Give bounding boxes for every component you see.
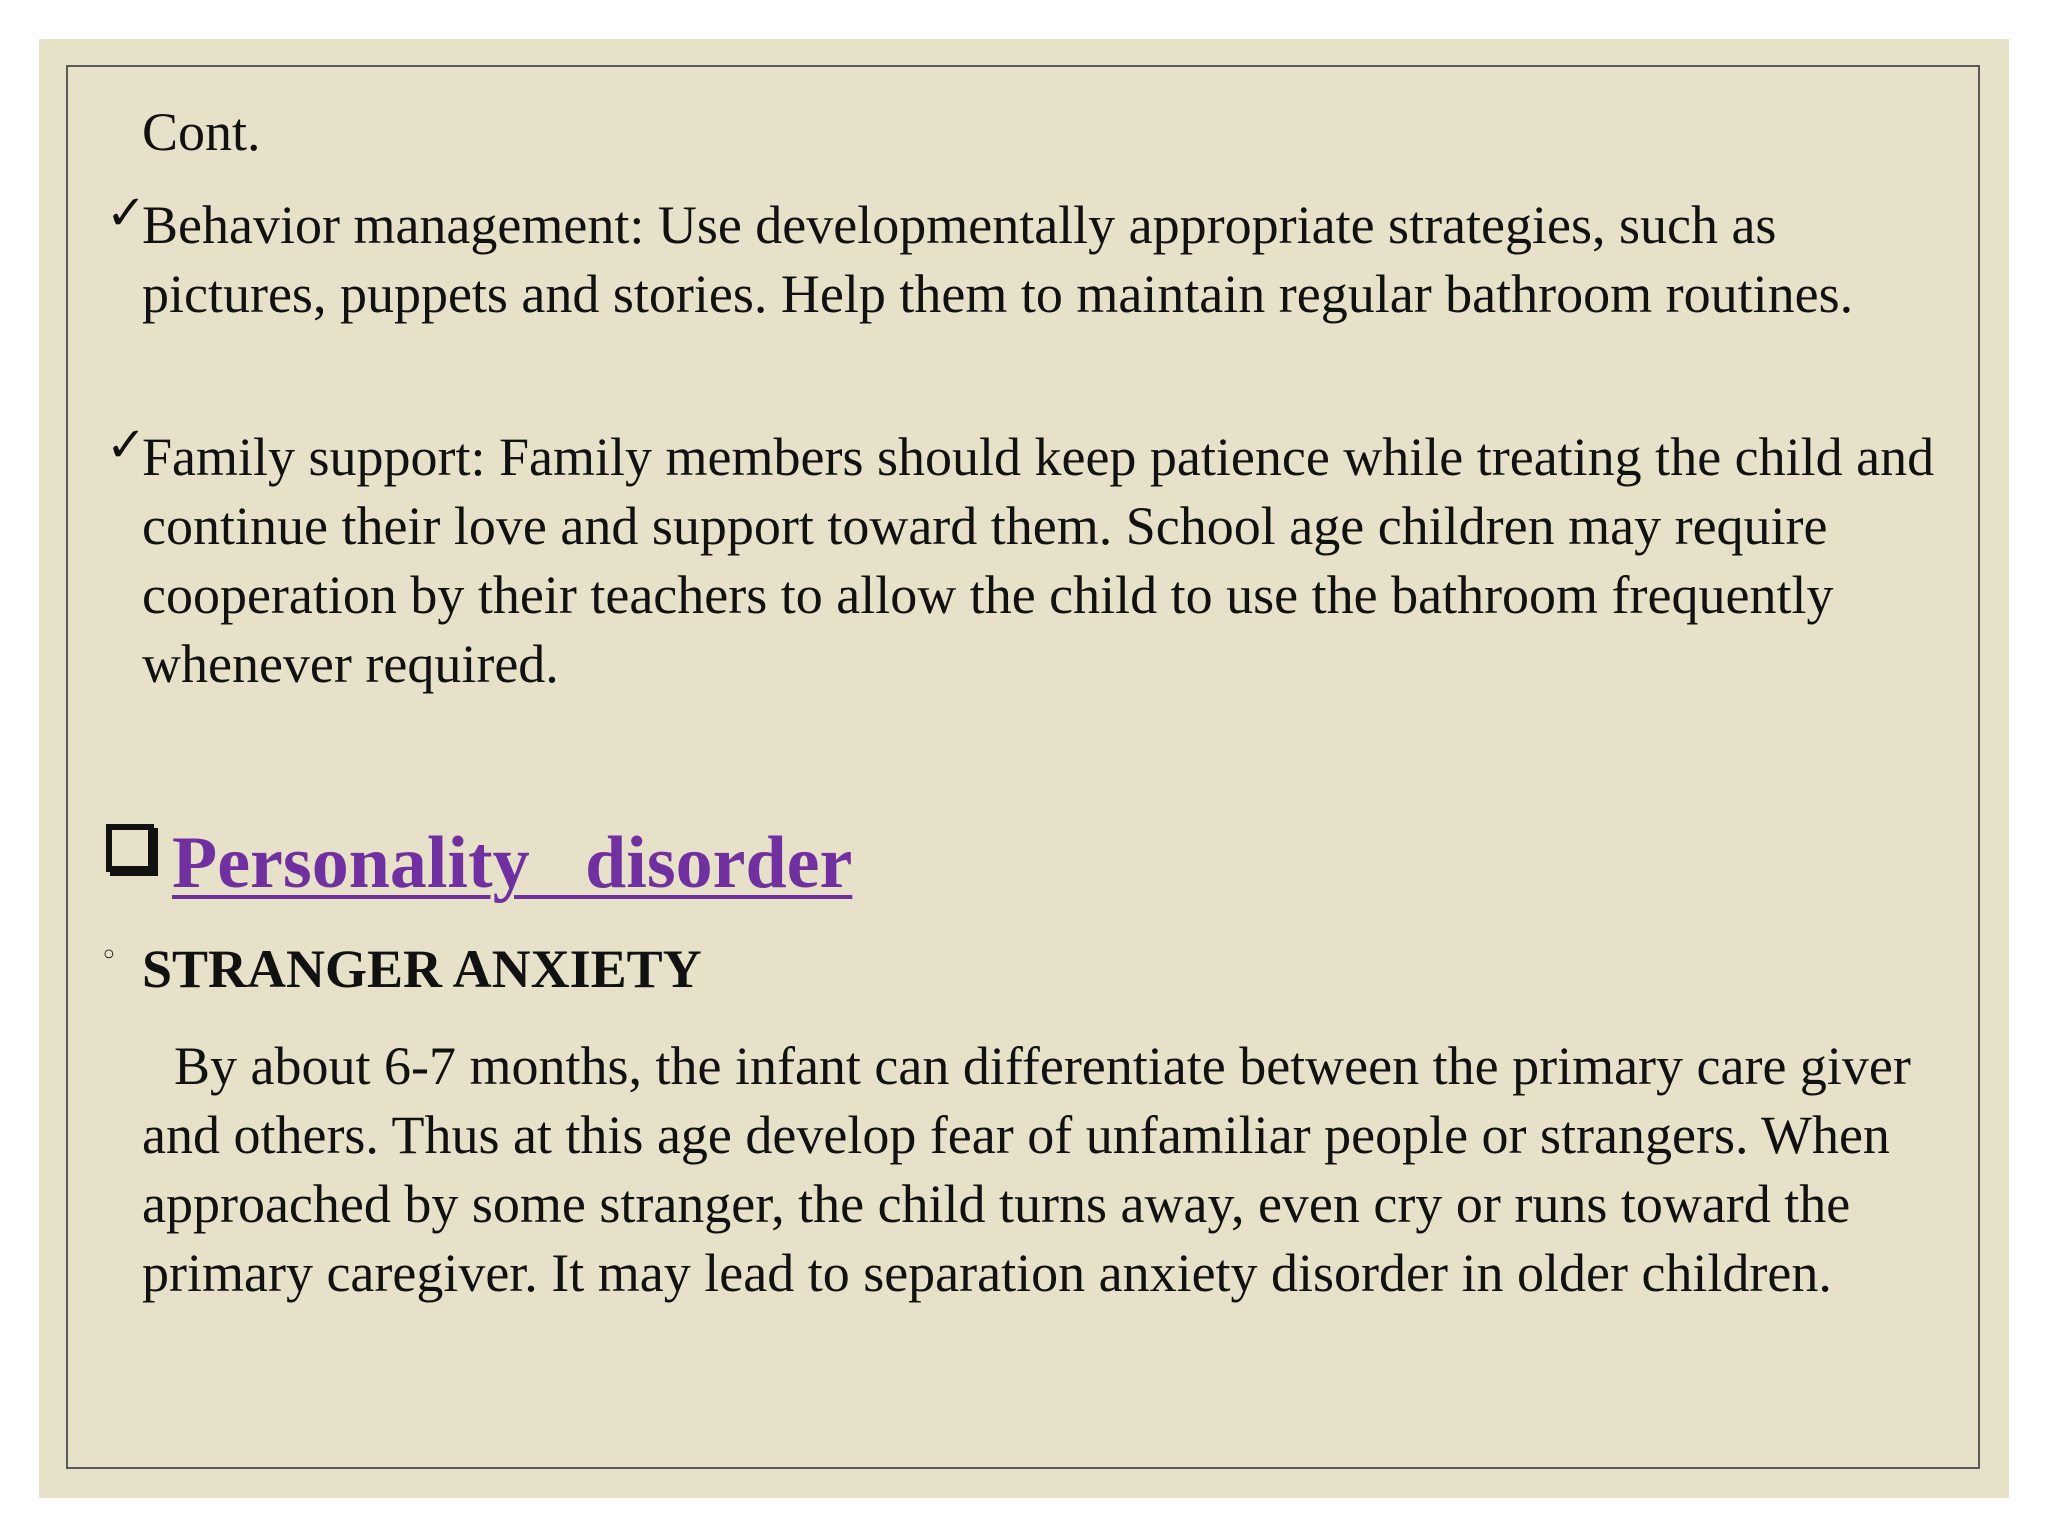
cont-label: Cont. [142,102,261,162]
circle-bullet-icon: ◦ [100,938,118,973]
bullet-text: Family support: Family members should keep patience while treating the child and continue their love and support toward them. School age children may require cooperation by their teachers to allow the child to use the bathroom frequently whenever required. [142,427,1935,694]
checkmark-icon: ✓ [106,185,147,241]
checkbox-icon [106,824,154,872]
bullet-text: Behavior management: Use developmentally appropriate strategies, such as pictures, puppets and stories. Help them to maintain regular bathroom routines. [142,195,1854,324]
bullet-behavior-management [106,185,1966,329]
bullet-family-support [106,417,1966,699]
heading-title: Personality disorder [172,822,853,904]
checkmark-icon: ✓ [106,417,147,473]
description-text: By about 6-7 months, the infant can differentiate between the primary care giver and others. Thus at this age develop fear of unfamiliar people or strangers. When approached by some stranger, the child turns away, even cry or runs toward the primary caregiver. It may lead to separation anxiety disorder in older children. [142,1036,1911,1303]
subheading: STRANGER ANXIETY [142,939,702,999]
description-paragraph [142,1032,1972,1308]
